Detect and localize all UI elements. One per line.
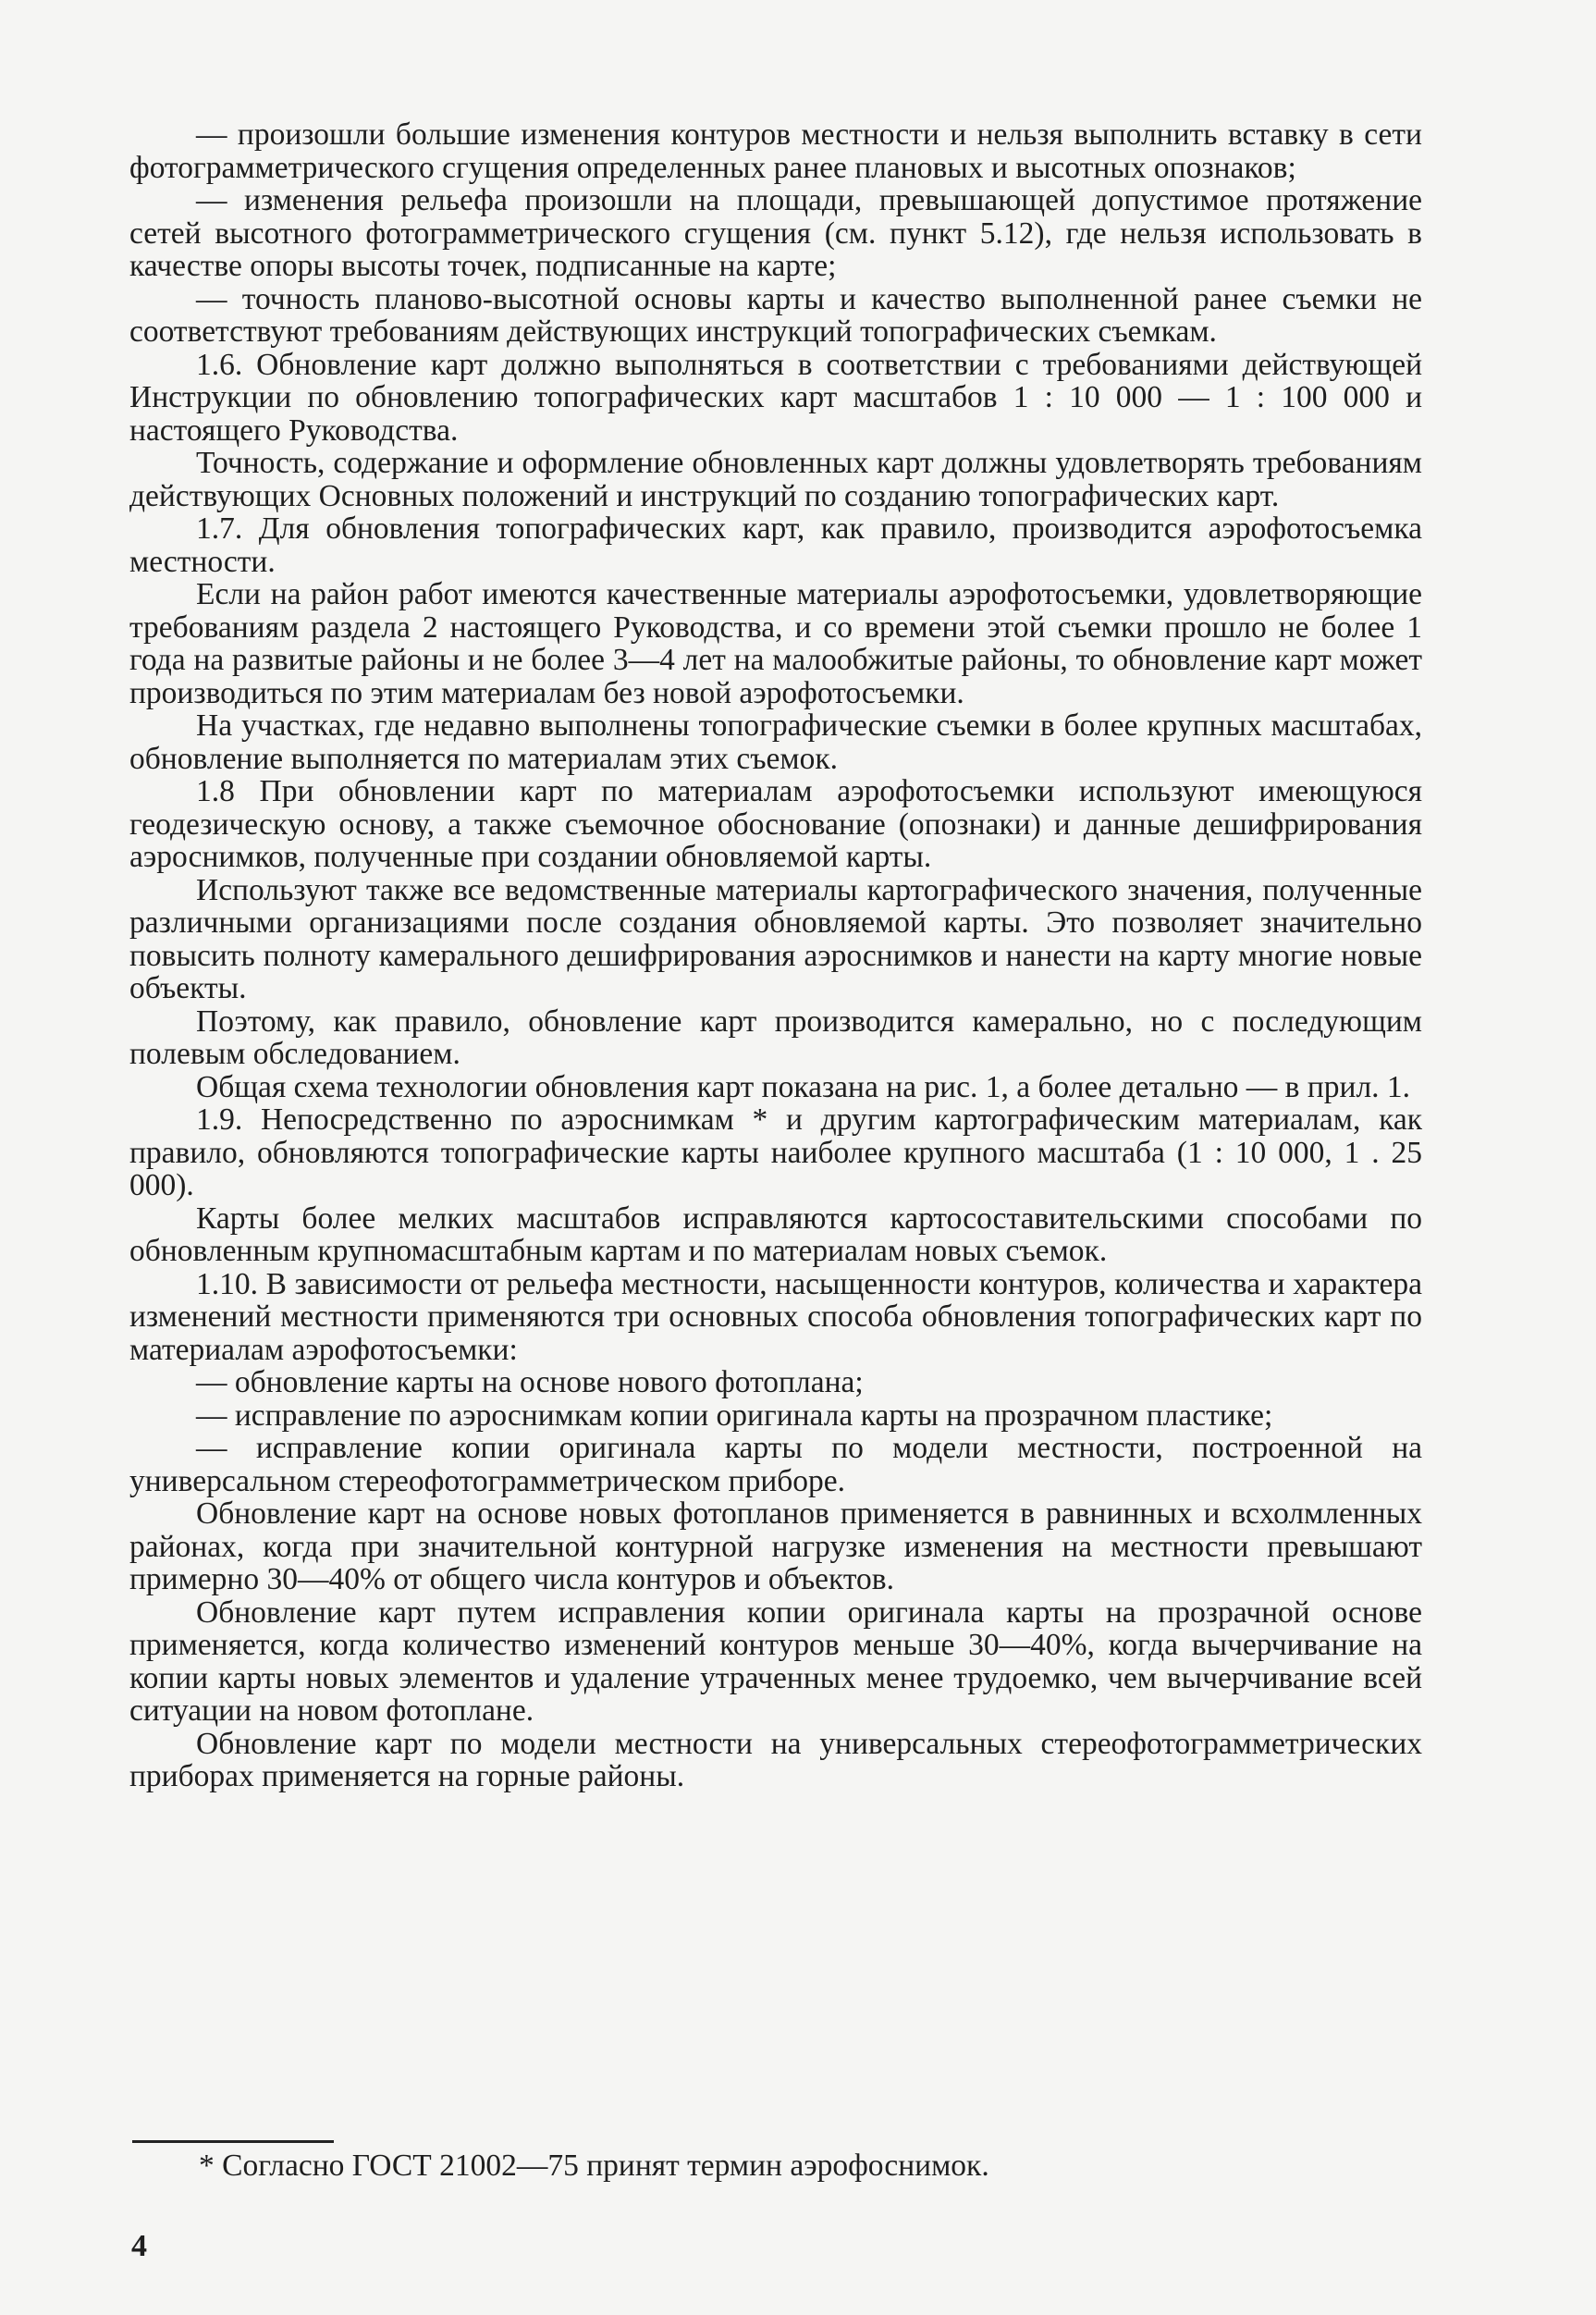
footnote-divider	[132, 2140, 334, 2143]
paragraph-1-7: 1.7. Для обновления топографических карт, как правило, производится аэрофотосъемка местности.	[129, 511, 1422, 579]
body-text	[129, 118, 1422, 1793]
paragraph-1-8-materials: Используют также все ведомственные материалы картографического значения, полученные различными организациями после создания обновляемой карты. Это позволяет значительно повысить полноту камерального дешифрирования аэроснимков и нанести на карту многие новые объекты.	[129, 872, 1422, 1005]
paragraph-1-8-scheme: Общая схема технологии обновления карт показана на рис. 1, а более детально — в прил. 1.	[196, 1069, 1411, 1104]
paragraph-bullet-relief: — изменения рельефа произошли на площади, превышающей допустимое протяжение сетей высотного фотограмметрического сгущения (см. пункт 5.12), где нельзя использовать в качестве опоры высоты точек, подписанные на карте;	[129, 183, 1422, 283]
paragraph-transparent-copy: Обновление карт путем исправления копии оригинала карты на прозрачной основе применяется, когда количество изменений контуров меньше 30—40%, когда вычерчивание на копии карты новых элементов и удаление утраченных менее трудоемко, чем вычерчивание всей ситуации на новом фотоплане.	[129, 1595, 1422, 1728]
paragraph-1-6: 1.6. Обновление карт должно выполняться в соответствии с требованиями действующей Инструкции по обновлению топографических карт масштабов 1 : 10 000 — 1 : 100 000 и настоящего Руководства.	[129, 347, 1422, 448]
paragraph-1-10-method-2: — исправление по аэроснимкам копии оригинала карты на прозрачном пластике;	[196, 1398, 1273, 1433]
paragraph-1-7-areas: На участках, где недавно выполнены топографические съемки в более крупных масштабах, обновление выполняется по материалам этих съемок.	[129, 708, 1422, 776]
paragraph-1-10-method-1: — обновление карты на основе нового фотоплана;	[196, 1365, 864, 1399]
paragraph-1-7-materials: Если на район работ имеются качественные материалы аэрофотосъемки, удовлетворяющие требованиям раздела 2 настоящего Руководства, и со времени этой съемки прошло не более 1 года на развитые районы и не более 3—4 лет на малообжитые районы, то обновление карт может производиться по этим материалам без новой аэрофотосъемки.	[129, 577, 1422, 710]
paragraph-photoplan: Обновление карт на основе новых фотопланов применяется в равнинных и всхолмленных районах, когда при значительной контурной нагрузке изменения на местности превышают примерно 30—40% от общего числа контуров и объектов.	[129, 1496, 1422, 1596]
paragraph-bullet-accuracy: — точность планово-высотной основы карты и качество выполненной ранее съемки не соответствуют требованиям действующих инструкций топографических съемкам.	[129, 281, 1422, 349]
footnote: * Согласно ГОСТ 21002—75 принят термин аэрофоснимок.	[199, 2149, 989, 2183]
paragraph-terrain-model: Обновление карт по модели местности на универсальных стереофотограмметрических приборах применяется на горные районы.	[129, 1726, 1422, 1793]
paragraph-1-8-camera: Поэтому, как правило, обновление карт производится камерально, но с последующим полевым обследованием.	[129, 1004, 1422, 1071]
paragraph-1-9-smaller-scales: Карты более мелких масштабов исправляются картосоставительскими способами по обновленным крупномасштабным картам и по материалам новых съемок.	[129, 1201, 1422, 1268]
paragraph-1-10-method-3: — исправление копии оригинала карты по модели местности, построенной на универсальном стереофотограмметрическом приборе.	[129, 1431, 1422, 1498]
paragraph-1-9: 1.9. Непосредственно по аэроснимкам * и другим картографическим материалам, как правило, обновляются топографические карты наиболее крупного масштаба (1 : 10 000, 1 . 25 000).	[129, 1102, 1422, 1202]
paragraph-1-8: 1.8 При обновлении карт по материалам аэрофотосъемки используют имеющуюся геодезическую основу, а также съемочное обоснование (опознаки) и данные дешифрирования аэроснимков, полученные при создании обновляемой карты.	[129, 774, 1422, 874]
paragraph-1-6-accuracy: Точность, содержание и оформление обновленных карт должны удовлетворять требованиям действующих Основных положений и инструкций по созданию топографических карт.	[129, 446, 1422, 513]
paragraph-bullet-contours: — произошли большие изменения контуров местности и нельзя выполнить вставку в сети фотограмметрического сгущения определенных ранее плановых и высотных опознаков;	[129, 117, 1422, 185]
page-number: 4	[131, 2229, 147, 2263]
paragraph-1-10: 1.10. В зависимости от рельефа местности, насыщенности контуров, количества и характера изменений местности применяются три основных способа обновления топографических карт по материалам аэрофотосъемки:	[129, 1266, 1422, 1367]
